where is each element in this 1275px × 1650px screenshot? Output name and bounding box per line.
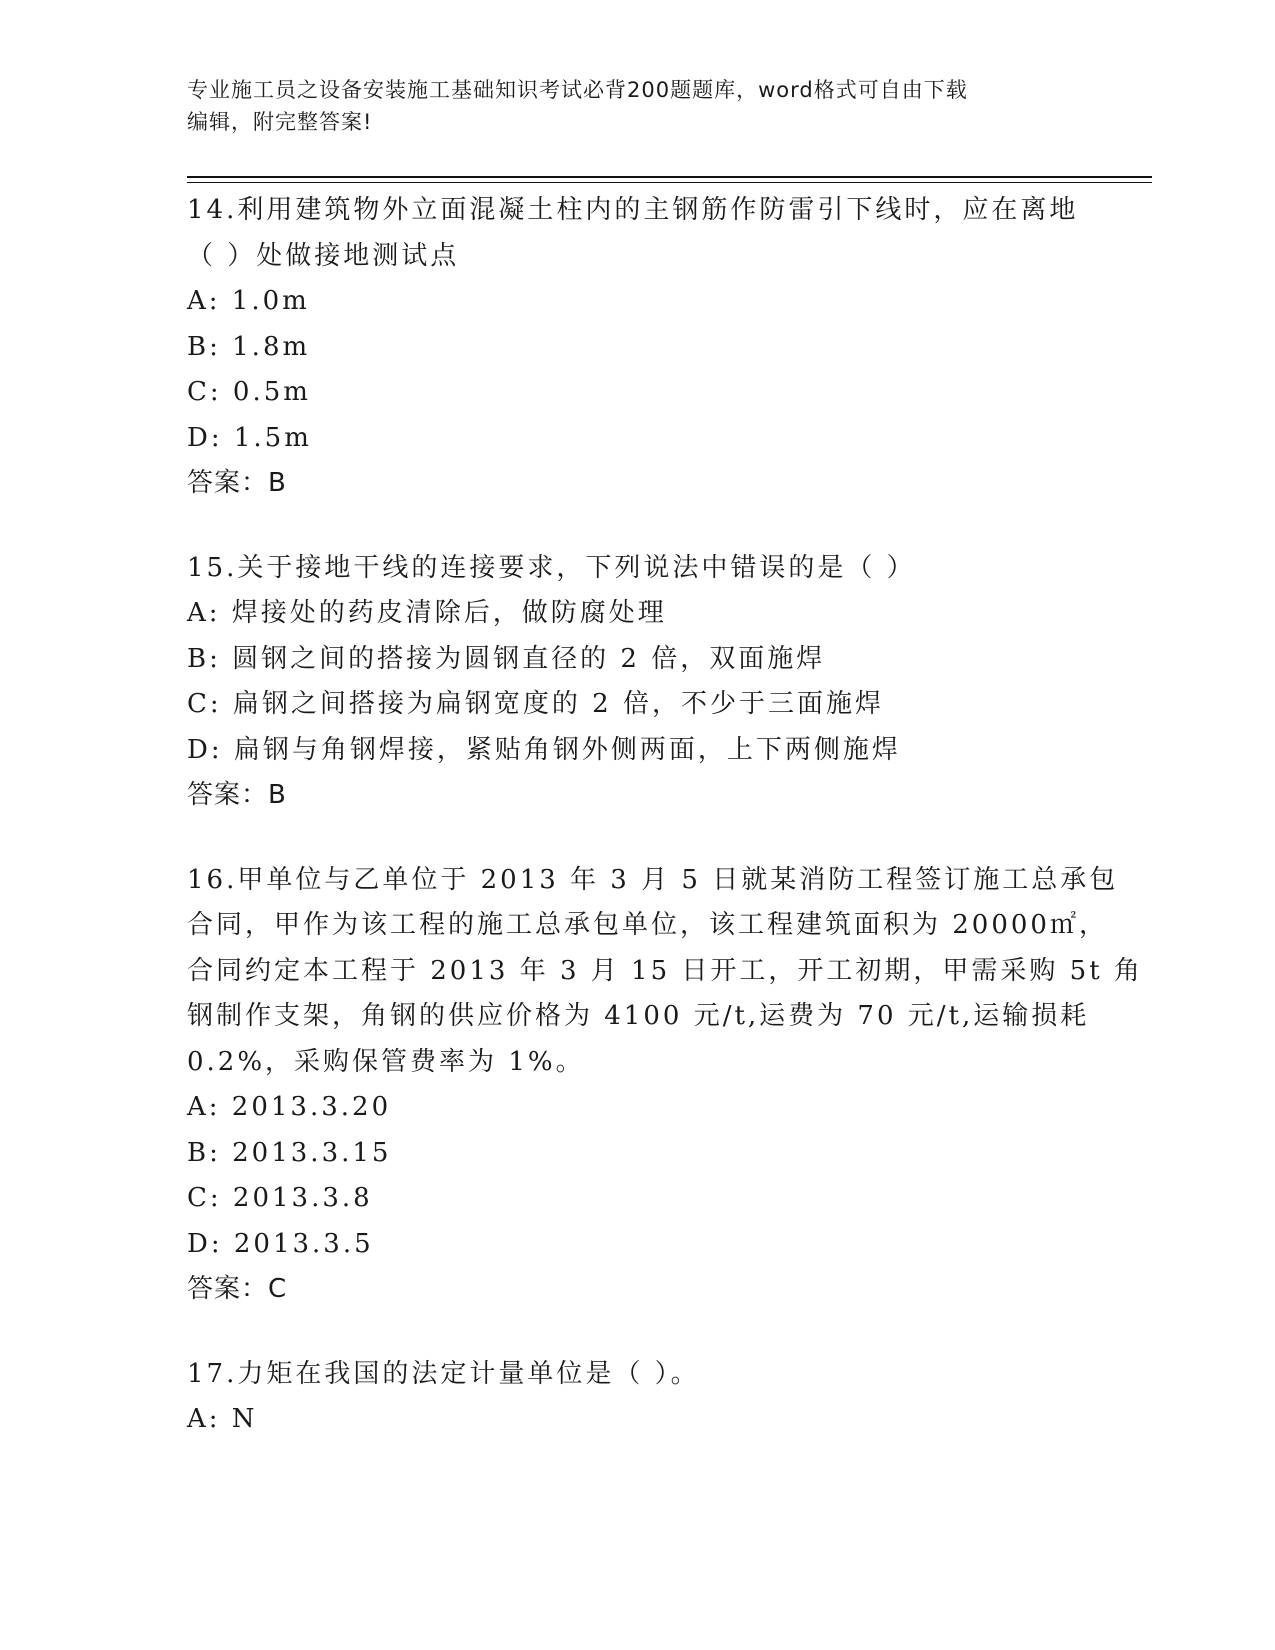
option-d: D: 扁钢与角钢焊接，紧贴角钢外侧两面，上下两侧施焊: [187, 734, 901, 765]
question-stem-line: 0.2%，采购保管费率为 1%。: [187, 1046, 585, 1077]
option-a: A: 焊接处的药皮清除后，做防腐处理: [187, 598, 667, 628]
question-stem-line: 合同约定本工程于 2013 年 3 月 15 日开工，开工初期，甲需采购 5t 角: [187, 955, 1143, 986]
option-c: C: 扁钢之间搭接为扁钢宽度的 2 倍，不少于三面施焊: [187, 689, 884, 719]
question-stem-line: 钢制作支架，角钢的供应价格为 4100 元/t,运费为 70 元/t,运输损耗: [187, 1001, 1090, 1031]
option-c: C: 2013.3.8: [187, 1183, 373, 1213]
question-15: [187, 546, 1087, 819]
option-b: B: 1.8m: [187, 331, 311, 362]
option-d: D: 2013.3.5: [187, 1228, 374, 1259]
question-16: [187, 858, 1143, 1313]
document-header: [187, 74, 1067, 138]
question-stem-line: 16.甲单位与乙单位于 2013 年 3 月 5 日就某消防工程签订施工总承包: [187, 864, 1119, 895]
option-a: A: 2013.3.20: [187, 1092, 392, 1122]
question-list: [187, 188, 1143, 1482]
question-14: [187, 188, 1087, 507]
question-stem-line: 合同，甲作为该工程的施工总承包单位，该工程建筑面积为 20000㎡，: [187, 910, 1108, 940]
question-stem-line: 14.利用建筑物外立面混凝土柱内的主钢筋作防雷引下线时，应在离地: [187, 195, 1079, 225]
answer-line: 答案：C: [187, 1274, 288, 1304]
header-divider-thin: [187, 182, 1152, 183]
option-d: D: 1.5m: [187, 422, 312, 453]
option-b: B: 2013.3.15: [187, 1137, 392, 1168]
header-line-1: 专业施工员之设备安装施工基础知识考试必背200题题库，word格式可自由下载: [187, 78, 968, 102]
header-line-2: 编辑，附完整答案!: [187, 110, 373, 134]
option-b: B: 圆钢之间的搭接为圆钢直径的 2 倍，双面施焊: [187, 643, 826, 674]
option-a: A: 1.0m: [187, 286, 310, 316]
question-17: [187, 1352, 1087, 1443]
header-divider-thick: [187, 176, 1152, 178]
option-c: C: 0.5m: [187, 377, 311, 407]
question-stem-line: 15.关于接地干线的连接要求，下列说法中错误的是（ ）: [187, 552, 916, 583]
answer-line: 答案：B: [187, 780, 287, 810]
answer-line: 答案：B: [187, 468, 287, 498]
option-a: A: N: [187, 1404, 258, 1434]
question-stem-line: （ ）处做接地测试点: [187, 240, 460, 271]
question-stem-line: 17.力矩在我国的法定计量单位是（ ）。: [187, 1358, 700, 1389]
